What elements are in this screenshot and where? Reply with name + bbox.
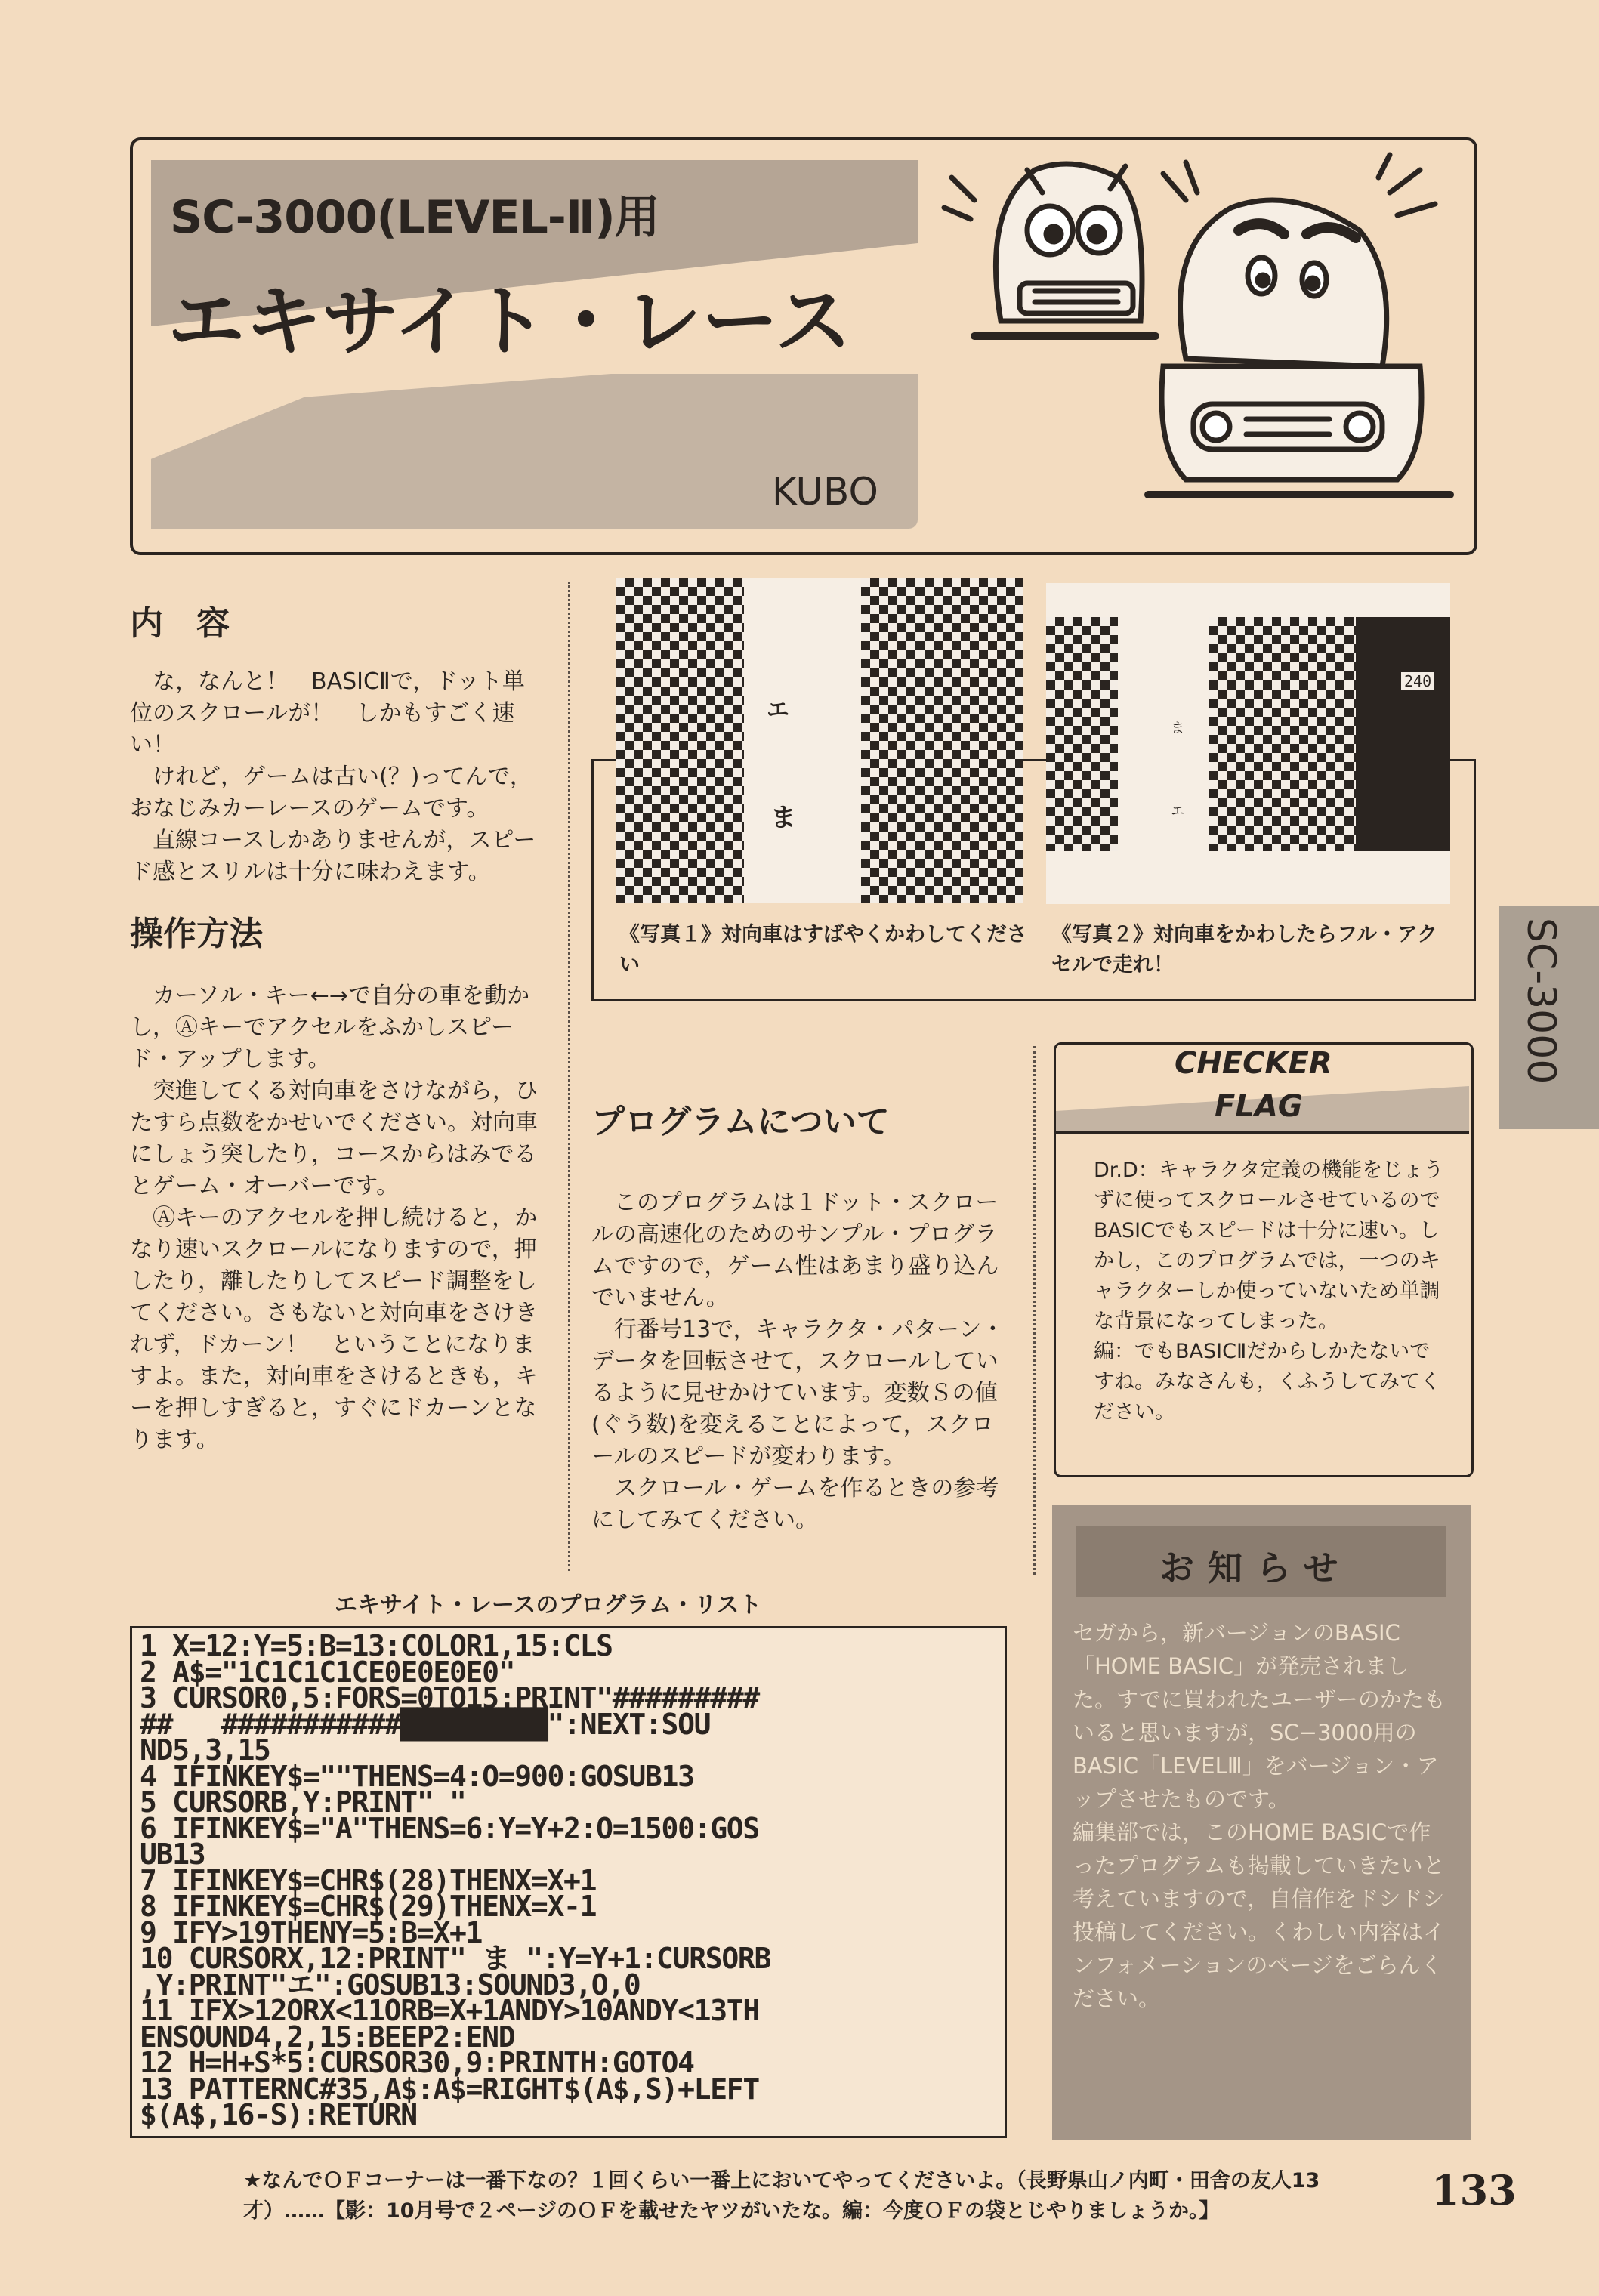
photo-2-caption: 《写真２》対向車をかわしたらフル・アクセルで走れ！: [1051, 923, 1438, 977]
column-divider: [1033, 1046, 1036, 1575]
article-title: エキサイト・レース: [168, 277, 852, 367]
footer-note: ★なんでＯＦコーナーは一番下なの？１回くらい一番上においてやってくださいよ。（長野県山ノ内町・田舎の友人13才）……【影：10月号で２ページのＯＦを載せたヤツがいたな。編：今度ＯＦの袋とじやりましょうか。】: [243, 2169, 1320, 2223]
cartoon-cars-illustration: [937, 147, 1465, 529]
controls-paragraph-1: カーソル・キー←→で自分の車を動かし，Ⓐキーでアクセルをふかしスピード・アップします。: [130, 983, 530, 1072]
program-listing: 1 X=12:Y=5:B=13:COLOR1,15:CLS 2 A$="1C1C1C1CE0E0E0E0" 3 CURSOR0,5:FORS=0TO15:PRINT"######### ## ###########█████████":NEXT:SOU ND5,3,15 4 IFINKEY$=""THENS=4:O=900:GOSUB13 5 CURSORB,Y:PRINT" " 6 IFINKEY$="A"THENS=6:Y=Y+2:O=1500:GOS UB13 7 IFINKEY$=CHR$(28)THENX=X+1 8 IFINKEY$=CHR$(29)THENX=X-1 9 IFY>19THENY=5:B=X+1 10 CURSORX,12:PRINT" ま ":Y=Y+1:CURSORB ,Y:PRINT"エ":GOSUB13:SOUND3,O,0 11 IFX>12ORX<11ORB=X+1ANDY>10ANDY<13TH ENSOUND4,2,15:BEEP2:END 12 H=H+S*5:CURSOR30,9:PRINTH:GOTO4 13 PATTERNC#35,A$:A$=RIGHT$(A$,S)+LEFT $(A$,16-S):RETURN: [140, 1629, 771, 2131]
notice-text: セガから，新バージョンのBASIC「HOME BASIC」が発売されました。すでに買われたユーザーのかたもいると思いますが，SC−3000用のBASIC「LEVELⅢ」をバージョン・アップさせたものです。 編集部では，このHOME BASICで作ったプログラムも掲載していきたいと考えていますので，自信作をドシドシ投稿してください。くわしい内容はインフォメーションのページをごらんください。: [1073, 1620, 1446, 2011]
checker-flag-title: CHECKER: [1175, 1046, 1332, 1081]
page-number: 133: [1431, 2166, 1517, 2214]
checker-track-left: [1046, 617, 1118, 851]
photo-1-caption: 《写真１》対向車はすばやくかわしてください: [619, 923, 1027, 977]
checker-track-right: [1209, 617, 1360, 851]
checker-track-right: [861, 578, 1023, 903]
program-paragraph-3: スクロール・ゲームを作るときの参考にしてみてください。: [591, 1475, 999, 1533]
content-heading: 内 容: [130, 604, 230, 643]
side-tab-label: SC-3000: [1518, 918, 1564, 1085]
checker-flag-title-2: FLAG: [1215, 1089, 1303, 1124]
checker-track-left: [616, 578, 744, 903]
controls-paragraph-2: 突進してくる対向車をさけながら，ひたすら点数をかせいでください。対向車にしょう突したり，コースからはみでるとゲーム・オーバーです。: [130, 1078, 538, 1199]
listing-caption: エキサイト・レースのプログラム・リスト: [335, 1592, 762, 1619]
player-car-icon: ま: [770, 803, 796, 833]
content-paragraph-1: な，なんと！ BASICⅡで，ドット単位のスクロールが！ しかもすごく速い！: [130, 668, 525, 758]
photo-1: [616, 578, 1023, 903]
score-panel: [1356, 617, 1450, 851]
article-subtitle: SC-3000(LEVEL-Ⅱ)用: [170, 191, 659, 244]
oncoming-car-icon: エ: [767, 697, 789, 724]
notice-title: お知らせ: [1159, 1548, 1352, 1588]
controls-heading: 操作方法: [130, 915, 263, 953]
controls-paragraph-3: Ⓐキーのアクセルを押し続けると，かなり速いスクロールになりますので，押したり，離したりしてスピード調整をしてください。さもないと対向車をさけきれず，ドカーン！ ということになりますよ。また，対向車をさけるときも，キーを押しすぎると，すぐにドカーンとなります。: [130, 1205, 538, 1453]
content-paragraph-3: 直線コースしかありませんが，スピード感とスリルは十分に味わえます。: [130, 827, 536, 885]
left-column: [130, 589, 545, 1456]
program-paragraph-1: このプログラムは１ドット・スクロールの高速化のためのサンプル・プログラムですので，ゲーム性はあまり盛り込んでいません。: [591, 1190, 999, 1311]
program-paragraph-2: 行番号13で，キャラクタ・パターン・データを回転させて，スクロールしているように見せかけています。変数Ｓの値(ぐう数)を変えることによって，スクロールのスピードが変わります。: [591, 1316, 1005, 1470]
program-heading: プログラムについて: [591, 1103, 890, 1141]
oncoming-car-icon: エ: [1171, 804, 1184, 819]
photo-2: [1046, 583, 1450, 904]
program-column: [591, 1103, 1011, 1536]
score-readout: 240: [1401, 672, 1434, 690]
column-divider: [568, 582, 570, 1571]
checker-flag-text: Dr.D：キャラクタ定義の機能をじょうずに使ってスクロールさせているのでBASICでもスピードは十分に速い。しかし，このプログラムでは，一つのキャラクターしか使っていないため単調な背景になってしまった。 編：でもBASICⅡだからしかたないですね。みなさんも，くふうしてみてください。: [1094, 1159, 1444, 1424]
content-paragraph-2: けれど，ゲームは古い(？)ってんで，おなじみカーレースのゲームです。: [130, 764, 532, 822]
player-car-icon: ま: [1171, 721, 1184, 736]
author-name: KUBO: [772, 470, 878, 514]
